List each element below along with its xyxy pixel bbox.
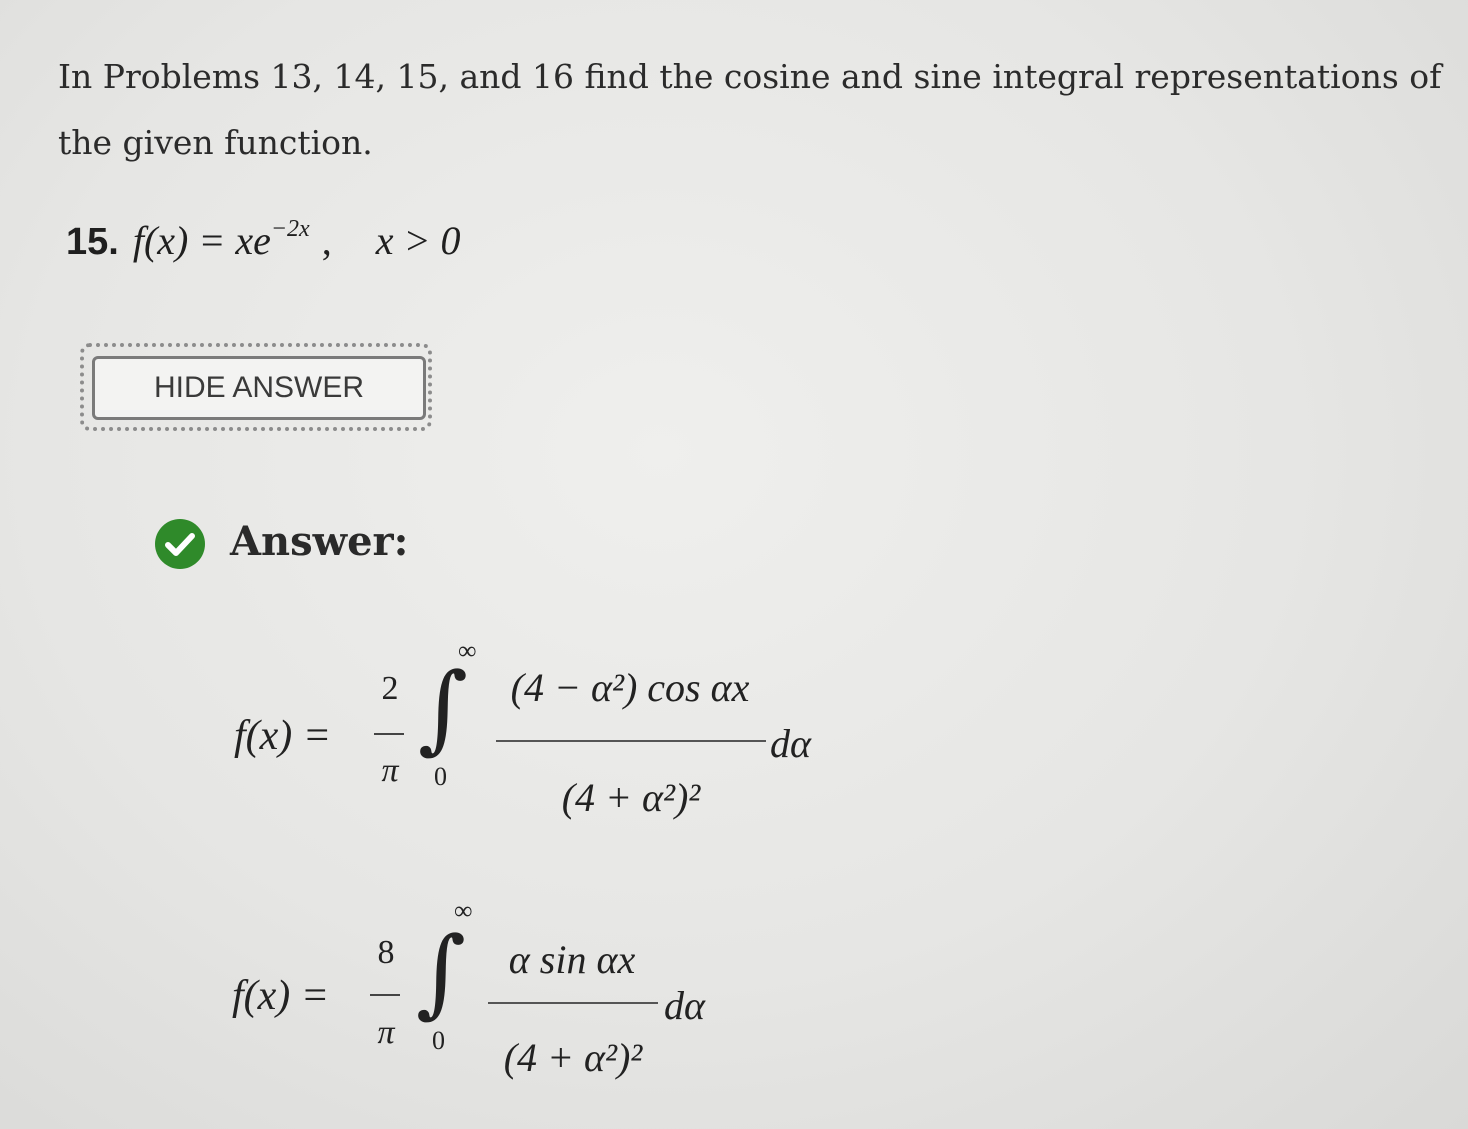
problem-comma: ,: [321, 218, 332, 263]
coefficient-numerator: 2: [381, 670, 399, 707]
fraction-denominator: (4 + α²)²: [503, 1035, 643, 1080]
fraction-numerator: α sin αx: [508, 937, 636, 982]
fraction-bar: [488, 1002, 658, 1004]
integral-sign: ∫: [418, 652, 469, 764]
fraction-bar: [496, 740, 766, 742]
hide-answer-button[interactable]: HIDE ANSWER: [92, 356, 426, 420]
equation-lhs: f(x) =: [234, 713, 332, 759]
problem-condition: x > 0: [375, 218, 461, 263]
equation-lhs: f(x) =: [232, 973, 330, 1019]
coefficient-denominator: π: [377, 1014, 395, 1051]
differential: dα: [770, 721, 811, 766]
problem-number: 15.: [66, 221, 119, 263]
integral-lower-limit: 0: [432, 1026, 445, 1055]
fraction-denominator: (4 + α²)²: [561, 775, 701, 820]
coefficient-bar: [374, 733, 404, 735]
problem-15: [66, 216, 460, 276]
problem-function: f(x) = xe: [132, 218, 271, 263]
coefficient-bar: [370, 994, 400, 996]
coefficient-denominator: π: [381, 752, 399, 789]
problem-instructions: In Problems 13, 14, 15, and 16 find the cosine and sine integral representations of the given function.: [58, 57, 1442, 162]
fraction-numerator: (4 − α²) cos αx: [510, 665, 750, 710]
check-circle-icon: [154, 518, 206, 570]
integral-lower-limit: 0: [434, 762, 447, 791]
integral-sign: ∫: [416, 916, 467, 1028]
coefficient-numerator: 8: [377, 934, 395, 971]
integral-upper-limit: ∞: [458, 636, 477, 665]
differential: dα: [664, 983, 705, 1028]
answer-label: Answer:: [230, 518, 409, 565]
integral-upper-limit: ∞: [454, 896, 473, 925]
problem-exponent: −2x: [270, 216, 310, 242]
